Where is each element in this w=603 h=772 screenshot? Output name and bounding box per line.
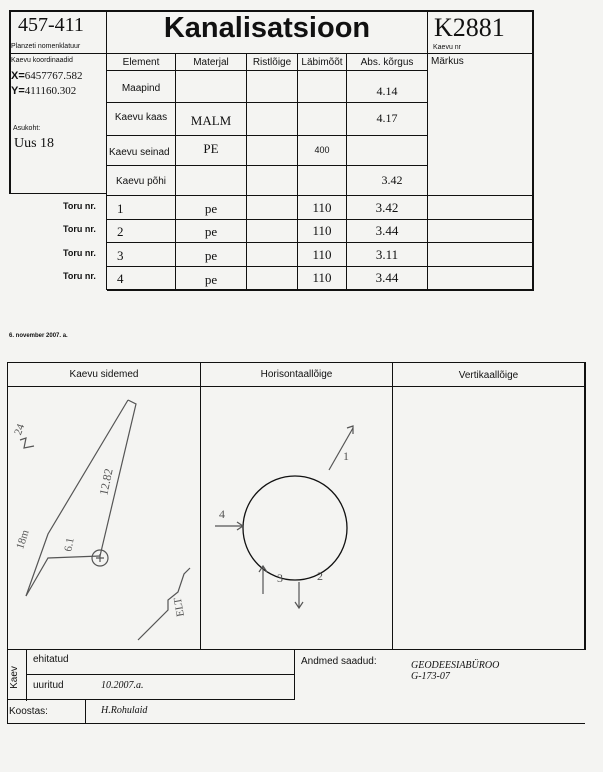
row-line-4 (107, 195, 534, 196)
pipe-nr-3: 3 (117, 248, 124, 263)
row-line-2 (107, 135, 427, 136)
pipe-4-label: 4 (219, 507, 225, 521)
row-line-6 (107, 242, 534, 243)
v-line-3 (246, 53, 247, 290)
sketch-v2 (392, 362, 393, 650)
pipe-nr-1: 1 (117, 201, 124, 216)
pipe-label-1: Toru nr. (63, 201, 96, 211)
sketch-header-bottom (7, 386, 585, 387)
abs-ground: 4.14 (376, 84, 398, 98)
frame-right (532, 10, 534, 290)
pipe-nr-4: 4 (117, 271, 124, 286)
frame-left (9, 10, 11, 194)
pipe-label-3: Toru nr. (63, 248, 96, 258)
diameter-walls: 400 (314, 145, 330, 155)
frame-bottom-left (9, 193, 107, 194)
well-id-caption: Kaevu nr (433, 44, 462, 51)
compiled-label: Koostas: (9, 706, 48, 717)
well-marker-cross (96, 554, 104, 562)
col-header-material: Materjal (193, 57, 229, 68)
pipe-abs-3: 3.11 (375, 247, 399, 262)
col-title-vertical: Vertikaallõige (458, 370, 519, 381)
row-label-walls: Kaevu seinad (109, 147, 170, 158)
pipe-3-label: 3 (277, 571, 283, 585)
footer-bottom (7, 723, 585, 724)
v-line-6 (427, 10, 428, 290)
measured-value: 10.2007.a. (101, 680, 144, 691)
pipe-abs-2: 3.44 (375, 223, 399, 238)
pipe-material-4: pe (204, 272, 218, 287)
pipe-diameter-2: 110 (312, 223, 332, 238)
x-coordinate (11, 70, 83, 82)
sheet-number-caption: Planzeti nomenklatuur (11, 43, 81, 50)
material-walls: PE (203, 141, 219, 156)
pipe-abs-4: 3.44 (375, 270, 399, 285)
footer-side-label: Kaev (8, 666, 20, 689)
sketch-right (584, 362, 586, 650)
col-title-horizontal: Horisontaallõige (260, 369, 333, 380)
col-header-notes: Märkus (431, 56, 464, 67)
title-row-line (9, 53, 533, 54)
col-header-diameter: Läbimõõt (301, 57, 343, 68)
header-row-line (107, 70, 427, 71)
col-header-cross-section: Ristlõige (252, 57, 292, 68)
sketch-top (7, 362, 585, 363)
well-id: K2881 (434, 13, 505, 42)
pipe-material-1: pe (204, 201, 218, 216)
pipe-material-3: pe (204, 248, 218, 263)
location-value: Uus 18 (14, 136, 55, 151)
row-line-5 (107, 219, 534, 220)
sheet-number: 457-411 (18, 14, 84, 36)
footer-v-mid (294, 649, 295, 700)
sketch-bottom (7, 649, 585, 650)
row-line-3 (107, 165, 427, 166)
pipe-label-4: Toru nr. (63, 271, 96, 281)
frame-bottom (107, 289, 534, 291)
v-line-1 (106, 10, 107, 290)
x-label: X= (11, 70, 25, 82)
compiled-value: H.Rohulaid (101, 705, 148, 716)
data-from-value: GEODEESIABÜROO (411, 660, 500, 671)
building-label: ELT (171, 596, 187, 618)
row-line-1 (107, 102, 427, 103)
abs-cover: 4.17 (376, 111, 398, 125)
pipe-material-2: pe (204, 224, 218, 239)
ties-lines (20, 400, 190, 640)
horizontal-section-sketch (201, 388, 391, 648)
footer-v-kaev (26, 649, 27, 701)
abs-bottom: 3.42 (381, 173, 403, 187)
tie-label-61: 6.1 (62, 536, 77, 553)
tie-line-bottom (26, 556, 100, 596)
x-value: 6457767.582 (24, 70, 83, 82)
page-title: Kanalisatsioon (163, 12, 371, 44)
location-label: Asukoht: (13, 125, 41, 132)
tie-line-left (26, 400, 128, 596)
pipe-1-line (329, 428, 353, 470)
ties-sketch (8, 388, 208, 648)
footer-v-sig (85, 699, 86, 723)
col-header-element: Element (122, 57, 160, 68)
row-label-bottom: Kaevu põhi (115, 176, 167, 187)
measured-label: uuritud (33, 680, 64, 691)
row-label-cover: Kaevu kaas (114, 112, 168, 123)
tie-label-1282: 12.82 (96, 467, 116, 497)
coords-label: Kaevu koordinaadid (11, 57, 73, 64)
y-label: Y= (11, 85, 25, 97)
row-label-ground: Maapind (121, 83, 161, 94)
pipe-diameter-1: 110 (312, 200, 332, 215)
material-cover: MALM (190, 113, 232, 128)
date-note: 6. november 2007. a. (9, 333, 68, 339)
pipe-abs-1: 3.42 (375, 200, 399, 215)
footer-bottom-inner (7, 699, 295, 700)
pipe-2-label: 2 (317, 569, 323, 583)
row-line-7 (107, 266, 534, 267)
north-mark (20, 438, 34, 448)
footer-row-line (26, 674, 295, 675)
pipe-1-label: 1 (343, 449, 349, 463)
col-header-abs-height: Abs. kõrgus (360, 57, 414, 68)
pipe-label-2: Toru nr. (63, 224, 96, 234)
well-circle (243, 476, 347, 580)
tie-label-18m: 18m (14, 528, 32, 551)
built-label: ehitatud (33, 654, 69, 665)
pipe-diameter-4: 110 (312, 270, 332, 285)
pipe-diameter-3: 110 (312, 247, 332, 262)
tie-label-24: 24 (12, 422, 28, 437)
col-title-ties: Kaevu sidemed (69, 369, 139, 380)
y-value: 411160.302 (24, 85, 77, 97)
y-coordinate (11, 85, 76, 97)
data-from-label: Andmed saadud: (301, 656, 377, 667)
data-from-code: G-173-07 (411, 671, 450, 682)
pipe-nr-2: 2 (117, 224, 124, 239)
